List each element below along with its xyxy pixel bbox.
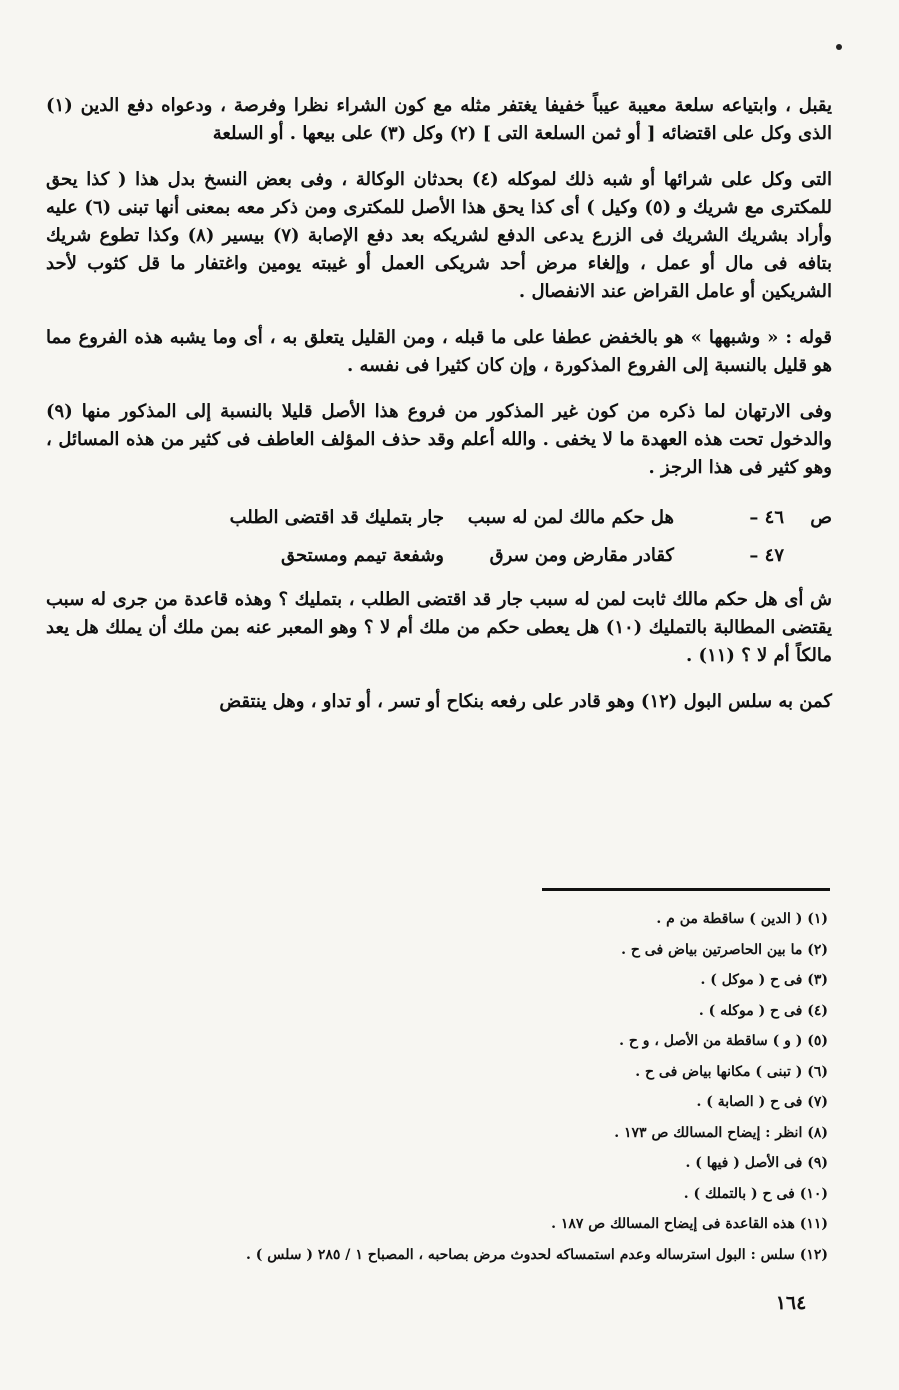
footnote: (٧) فى ح ( الصابة ) . — [696, 1094, 828, 1110]
footnotes — [100, 904, 828, 1270]
commentary-paragraph: كمن به سلس البول (١٢) وهو قادر على رفعه بنكاح أو تسر ، أو تداو ، وهل ينتقض — [219, 691, 832, 712]
paragraph: التى وكل على شرائها أو شبه ذلك لموكله (٤) بحدثان الوكالة ، وفى بعض النسخ بدل هذا ( كذا يحق للمكترى مع شريك و (٥) وكيل ) أى كذا يحق هذا الأصل للمكترى ومن ذكر معه بمعنى أنها تبنى (٦) عليه وأراد بشريك الشريك فى الزرع يدعى الدفع لشريكه بعد دفع الإصابة (٧) بيسير (٨) وكذا تطوع شريك بتافه فى مال أو عمل ، وإلغاء مرض أحد شريكى العمل أو غيبته يومين واغتفار ما قل كثوب لأحد الشريكين أو عامل القراض عند الانفصال . — [46, 169, 832, 302]
footnote-separator — [542, 888, 830, 891]
footnote: (١) ( الدين ) ساقطة من م . — [656, 911, 828, 927]
footnote: (٨) انظر : إيضاح المسالك ص ١٧٣ . — [614, 1124, 828, 1141]
footnote: (٣) فى ح ( موكل ) . — [700, 972, 828, 988]
footnote: (١٠) فى ح ( بالتملك ) . — [683, 1185, 828, 1202]
footnote: (١٢) سلس : البول استرساله وعدم استمساكه لحدوث مرض بصاحبه ، المصباح ١ / ٢٨٥ ( سلس ) . — [246, 1246, 828, 1263]
verse-line — [46, 500, 832, 534]
paragraph: يقبل ، وابتياعه سلعة معيبة عيباً خفيفا يغتفر مثله مع كون الشراء نظرا وفرصة ، ودعواه دفع الدين (١) الذى وكل على اقتضائه [ أو ثمن السلعة التى ] (٢) وكل (٣) على بيعها . أو السلعة — [46, 95, 832, 144]
stray-dot — [836, 44, 842, 50]
verse-number: ٤٧ – — [749, 544, 784, 566]
footnote: (٢) ما بين الحاصرتين بياض فى ح . — [621, 941, 828, 958]
page-number: ١٦٤ — [775, 1292, 807, 1314]
verse-number: ٤٦ – — [749, 506, 784, 528]
commentary-paragraph: ش أى هل حكم مالك ثابت لمن له سبب جار قد اقتضى الطلب ، بتمليك ؟ وهذه قاعدة من جرى له سبب يقتضى المطالبة بالتمليك (١٠) هل يعطى حكم من ملك أم لا ؟ وهو المعبر عنه بمن ملك أن يملك هل يعد مالكاً أم لا ؟ (١١) . — [46, 589, 832, 666]
footnote: (٩) فى الأصل ( فيها ) . — [685, 1155, 828, 1171]
footnote: (١١) هذه القاعدة فى إيضاح المسالك ص ١٨٧ . — [551, 1216, 828, 1232]
verse-marker: ص — [810, 506, 832, 528]
verse-second-hemistich: جار بتمليك قد اقتضى الطلب — [229, 506, 444, 528]
footnote: (٤) فى ح ( موكله ) . — [698, 1002, 828, 1019]
main-text — [46, 92, 832, 734]
paragraph: قوله : « وشبهها » هو بالخفض عطفا على ما قبله ، ومن القليل يتعلق به ، أى وما يشبه هذه الفروع مما هو قليل بالنسبة إلى الفروع المذكورة ، وإن كان كثيرا فى نفسه . — [46, 327, 832, 376]
verse-first-hemistich: كقادر مقارض ومن سرق — [489, 544, 674, 566]
footnote: (٥) ( و ) ساقطة من الأصل ، و ح . — [619, 1033, 828, 1049]
paragraph: وفى الارتهان لما ذكره من كون غير المذكور من فروع هذا الأصل قليلا بالنسبة إلى المذكور منها (٩) والدخول تحت هذه العهدة ما لا يخفى . والله أعلم وقد حذف المؤلف العاطف فى كثير من هذه المسائل ، وهو كثير فى هذا الرجز . — [46, 401, 832, 478]
verse-first-hemistich: هل حكم مالك لمن له سبب — [467, 506, 674, 528]
verse-second-hemistich: وشفعة تيمم ومستحق — [280, 544, 444, 566]
footnote: (٦) ( تبنى ) مكانها بياض فى ح . — [635, 1063, 828, 1080]
verse-line — [46, 538, 832, 572]
